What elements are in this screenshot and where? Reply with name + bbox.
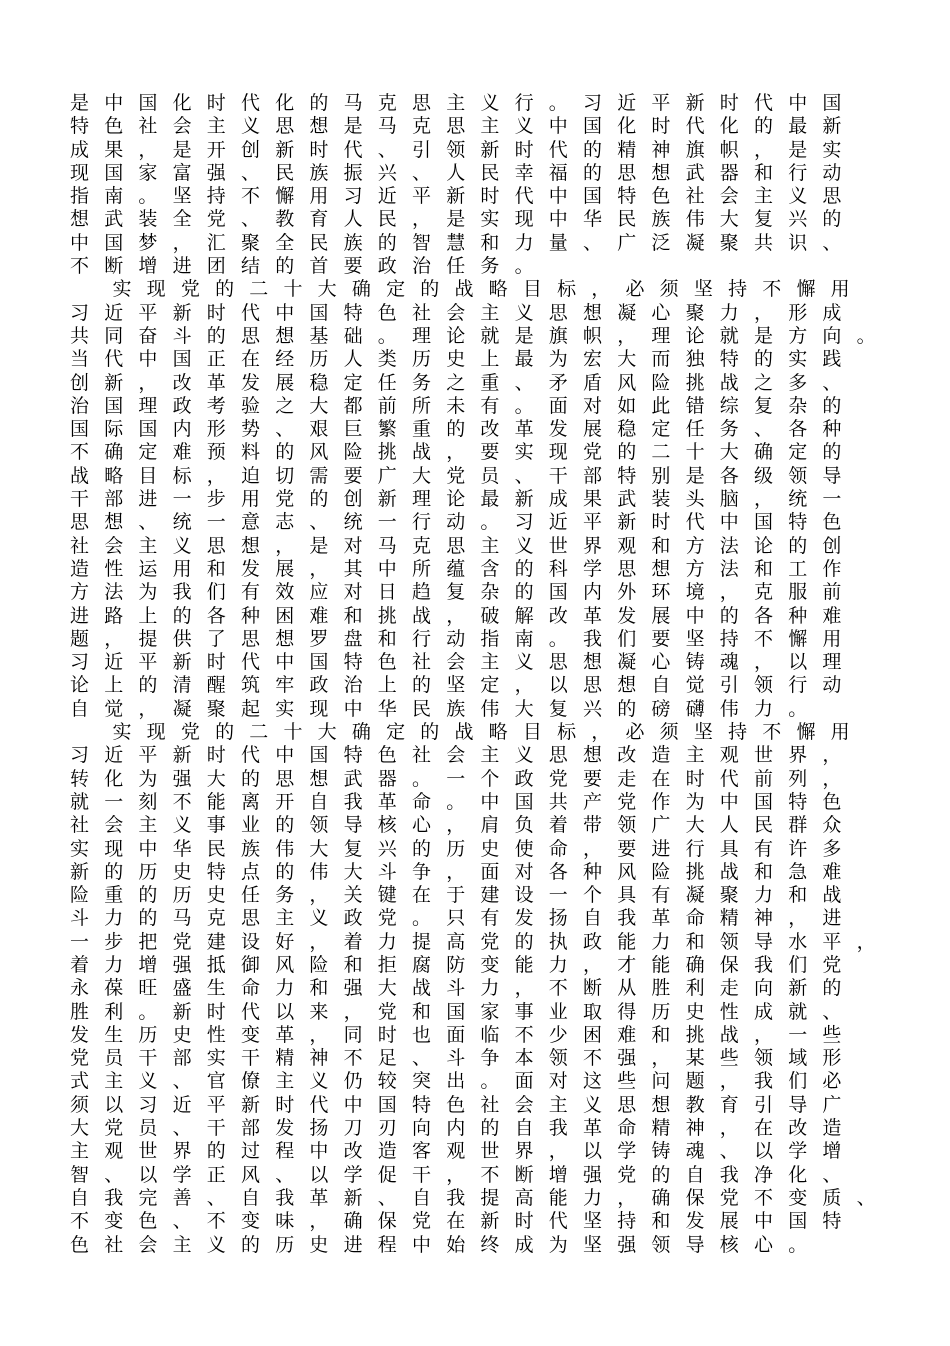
text-line: 习近平新时代中国特色社会主义思想凝心铸魂，以理: [70, 651, 857, 674]
text-line: 方法为我们有效应对日趋复杂的国内外环境，克服前: [70, 581, 857, 604]
paragraph-1: [70, 92, 870, 278]
text-line: 发生历史性变革，同时也面临不少困难和挑战，一些: [70, 1023, 857, 1046]
text-line: 不断增进团结的首要政治任务。: [70, 255, 549, 278]
text-line: 新的历史特点的伟大斗争，面对各种风险挑战和急难: [70, 860, 857, 883]
text-line: 实现中华民族伟大复兴的历史使命，要进行具有许多: [70, 837, 857, 860]
text-line: 指南。坚持不懈用习近平新时代中国特色社会主义思: [70, 185, 857, 208]
text-line: 自我完善、自我革新、自我提高能力，确保党不变质、: [70, 1186, 891, 1209]
text-line: 须以习近平新时代中国特色社会主义思想教育引导广: [70, 1093, 857, 1116]
text-line: 主观世界的过程中改造客观世界，以学铸魂、以学增: [70, 1140, 857, 1163]
text-line: 不变色、不变味，确保党在新时代坚持和发展中国特: [70, 1210, 857, 1233]
paragraph-3: [70, 721, 891, 1257]
text-line: 斗力的马克思主义政党。只有发扬自我革命精神，进: [70, 907, 857, 930]
text-line: 社会主义事业的领导核心，肩负着带领广大人民群众: [70, 814, 857, 837]
text-line: 中国梦，汇聚全民族的智慧和力量、广泛凝聚共识、: [70, 231, 857, 254]
text-line: 论上的清醒筑牢政治上的坚定，以思想自觉引领行动: [70, 674, 857, 697]
body-text: [70, 92, 891, 1257]
text-line: 国际国内形势、艰巨繁重的改革发展稳定任务、各种: [70, 418, 857, 441]
text-line: 就一刻不能离开自我革命。中国共产党作为中国特色: [70, 790, 857, 813]
text-line: 转化为强大的思想武器。一个政党要走在时代前列，: [70, 767, 857, 790]
text-line: 永葆旺盛生命力和强大战斗力，不断从胜利走向新的: [70, 977, 857, 1000]
text-line: 色社会主义的历史进程中始终成为坚强领导核心。: [70, 1233, 823, 1256]
text-line: 自觉，凝聚起实现中华民族伟大复兴的磅礴伟力。: [70, 697, 823, 720]
text-line: 共同奋斗的思想基础。理论就是旗帜，理论就是方向。: [70, 324, 891, 347]
text-line: 一步把党建设好，着力提高党的执政能力和领导水平，: [70, 930, 891, 953]
text-line: 创新，改革发展稳定任务之重、矛盾风险挑战之多、: [70, 371, 857, 394]
paragraph-2: [70, 278, 891, 721]
text-line: 当代中国正在经历人类历史上最为宏大而独特的实践: [70, 348, 857, 371]
text-line: 险重的历史任务，关键在于建设一个具有凝聚力和战: [70, 884, 857, 907]
text-line: 治国理政考验之大都前所未有。面对如此错综复杂的: [70, 394, 857, 417]
text-line: 实现党的二十大确定的战略目标，必须坚持不懈用: [70, 278, 865, 301]
text-line: 成果，是开创新时代、引领新时代的精神旗帜，是实: [70, 138, 857, 161]
text-line: 胜利。新时代以来，党和国家事业取得历史性成就、: [70, 1000, 857, 1023]
text-line: 习近平新时代中国特色社会主义思想凝心聚力，形成: [70, 301, 857, 324]
text-line: 进路上的各种困难和挑战，破解改革发展中的各种难: [70, 604, 857, 627]
text-line: 是中国化时代化的马克思主义行。习近平新时代中国: [70, 92, 857, 114]
text-line: 干部进一步用党的创新理论最新成果武装头脑，统一: [70, 488, 857, 511]
text-line: 大党员、干部发扬刀刃向内的自我革命精神，在改造: [70, 1117, 857, 1140]
text-line: 着力增强抵御风险和拒腐防变能力，才能确保我们党: [70, 953, 857, 976]
text-line: 社会主义思想，是对马克思主义世界观和方法论的创: [70, 534, 857, 557]
text-line: 式主义、官僚主义仍较突出。面对这些问题，我们必: [70, 1070, 857, 1093]
text-line: 不确定难预料的风险挑战，要实现党的二十大确定的: [70, 441, 857, 464]
text-line: 思想、统一意志、统一行动。习近平新时代中国特色: [70, 511, 857, 534]
text-line: 智、以学正风、以学促干，不断增强党的自我净化、: [70, 1163, 857, 1186]
text-line: 想武装全党、教育人民，是实现中华民族伟大复兴的: [70, 208, 857, 231]
text-line: 习近平新时代中国特色社会主义思想改造主观世界，: [70, 744, 857, 767]
text-line: 实现党的二十大确定的战略目标，必须坚持不懈用: [70, 721, 865, 744]
text-line: 造性运用和发展，其中所蕴含的科学思想方法和工作: [70, 557, 857, 580]
text-line: 特色社会主义思想是马克思主义中国化时代化的最新: [70, 115, 857, 138]
text-line: 题，提供了思想罗盘和行动指南。我们要坚持不懈用: [70, 627, 857, 650]
text-line: 战略目标，迫切需要广大党员、干部特别是各级领导: [70, 464, 857, 487]
text-line: 现国家富强、民族振兴、人民幸福的思想武器和行动: [70, 161, 857, 184]
text-line: 党员干部实干精神不足、斗争本领不强，某些领域形: [70, 1047, 857, 1070]
